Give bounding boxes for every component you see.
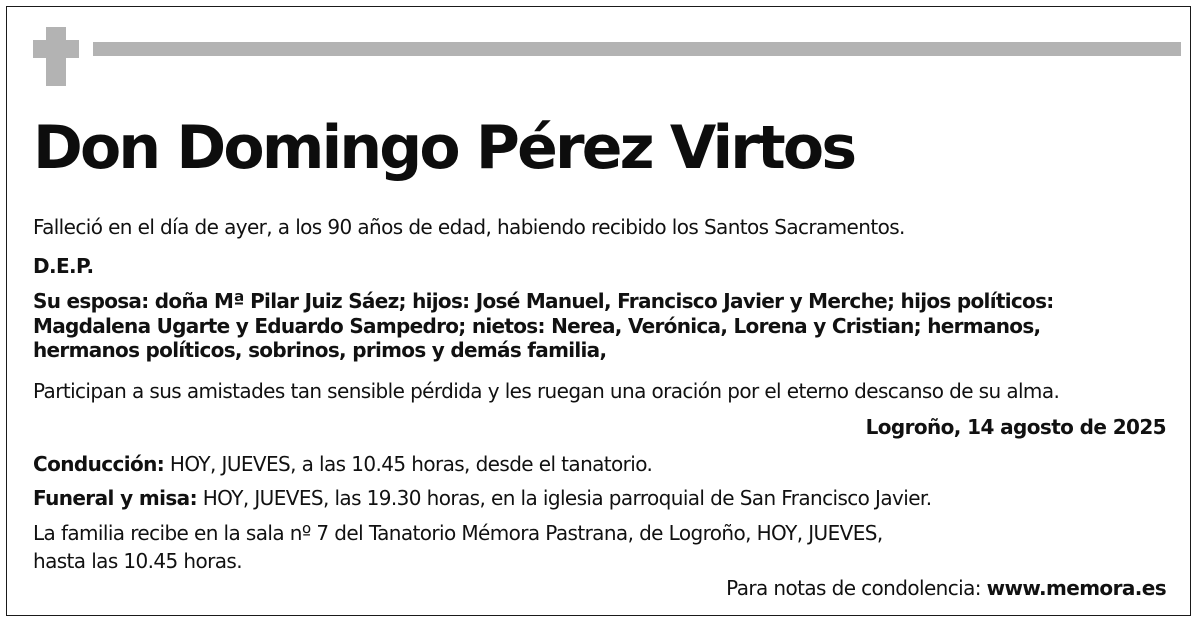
place-date: Logroño, 14 agosto de 2025 [865, 415, 1166, 439]
condolence-link[interactable]: www.memora.es [986, 576, 1166, 600]
cross-icon-bar [33, 40, 79, 58]
family-list [33, 289, 1173, 363]
family-line: Su esposa: doña Mª Pilar Juiz Sáez; hijos: José Manuel, Francisco Javier y Merche; hijos políticos: [33, 289, 1054, 313]
header-rule [93, 42, 1181, 56]
funeral-label: Funeral y misa: [33, 486, 197, 510]
deceased-name: Don Domingo Pérez Virtos [33, 113, 855, 183]
reception-line: La familia recibe en la sala nº 7 del Tanatorio Mémora Pastrana, de Logroño, HOY, JUEVES, [33, 521, 883, 545]
family-line: hermanos políticos, sobrinos, primos y demás familia, [33, 338, 607, 362]
conduccion-line [33, 452, 652, 476]
funeral-text: HOY, JUEVES, las 19.30 horas, en la iglesia parroquial de San Francisco Javier. [196, 486, 932, 510]
condolence-line [726, 576, 1166, 600]
dep-text: D.E.P. [33, 254, 94, 278]
conduccion-text: HOY, JUEVES, a las 10.45 horas, desde el tanatorio. [164, 452, 653, 476]
funeral-line [33, 486, 931, 510]
reception-line: hasta las 10.45 horas. [33, 549, 242, 573]
conduccion-label: Conducción: [33, 452, 165, 476]
condolence-label: Para notas de condolencia: [726, 576, 987, 600]
death-notice-text: Falleció en el día de ayer, a los 90 años de edad, habiendo recibido los Santos Sacramentos. [33, 215, 905, 239]
announcement-text: Participan a sus amistades tan sensible pérdida y les ruegan una oración por el eterno descanso de su alma. [33, 379, 1060, 403]
family-line: Magdalena Ugarte y Eduardo Sampedro; nietos: Nerea, Verónica, Lorena y Cristian; hermanos, [33, 313, 1041, 338]
